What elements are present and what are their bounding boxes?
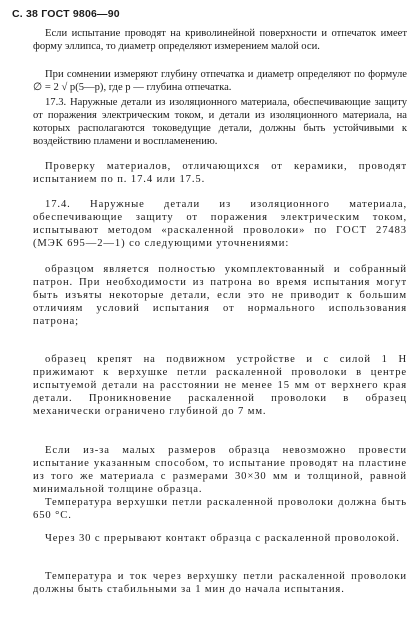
paragraph: Температура верхушки петли раскаленной проволоки должна быть 650 °С. xyxy=(33,497,407,521)
paragraph: 17.4. Наружные детали из изоляционного материала, обеспечивающие защиту от поражения электрическим током, испытывают методом «раскаленной проволоки» по ГОСТ 27483 (МЭК 695—2—1) со следующими уточнениями: xyxy=(33,199,407,249)
paragraph-ceramics-check xyxy=(33,160,407,186)
paragraph: Если из-за малых размеров образца невозможно провести испытание указанным способом, то испытание проводят на пластине из того же материала с размерами 30×30 мм и толщиной, равной минимальной толщине образца. xyxy=(33,445,407,495)
paragraph-stability xyxy=(33,570,407,596)
page-number: С. 38 xyxy=(12,8,39,20)
paragraph: 17.3. Наружные детали из изоляционного материала, обеспечивающие защиту от поражения электрическим током, и детали из изоляционного материала, на которых располагаются токоведущие детали, должны быть устойчивыми к воздействию пламени и воспламенению. xyxy=(33,97,407,147)
paragraph-17-3 xyxy=(33,96,407,148)
paragraph-contact-break xyxy=(33,532,407,545)
paragraph: Через 30 с прерывают контакт образца с раскаленной проволокой. xyxy=(45,533,400,544)
paragraph-depth-formula xyxy=(33,68,407,94)
standard-code: ГОСТ 9806—90 xyxy=(41,8,120,20)
paragraph: Температура и ток через верхушку петли раскаленной проволоки должны быть стабильными за 1 мин до начала испытания. xyxy=(33,571,407,595)
paragraph-sample-mounting xyxy=(33,353,407,418)
paragraph-sample-assembled xyxy=(33,263,407,328)
paragraph-17-4 xyxy=(33,198,407,250)
paragraph: Проверку материалов, отличающихся от керамики, проводят испытанием по п. 17.4 или 17.5. xyxy=(33,161,407,185)
paragraph: Если испытание проводят на криволинейной поверхности и отпечаток имеет форму эллипса, то диаметр определяют измерением малой оси. xyxy=(33,28,407,52)
page-header xyxy=(12,8,120,20)
paragraph: образец крепят на подвижном устройстве и с силой 1 Н прижимают к верхушке петли раскаленной проволоки в центре испытуемой детали на расстоянии не менее 15 мм от верхнего края детали. Проникновение раскаленной проволоки в образец механически ограничено глубиной до 7 мм. xyxy=(33,354,407,417)
paragraph: образцом является полностью укомплектованный и собранный патрон. При необходимости из патрона во время испытания могут быть изъяты некоторые детали, если это не приводит к большим отличиям условий испытания от нормального использования патрона; xyxy=(33,264,407,327)
paragraph: При сомнении измеряют глубину отпечатка и диаметр определяют по формуле ∅ = 2 √ p(5—p), где p — глубина отпечатка. xyxy=(33,69,407,93)
paragraph-temperature xyxy=(33,496,407,522)
paragraph-curved-surface xyxy=(33,27,407,53)
paragraph-small-sample xyxy=(33,444,407,496)
